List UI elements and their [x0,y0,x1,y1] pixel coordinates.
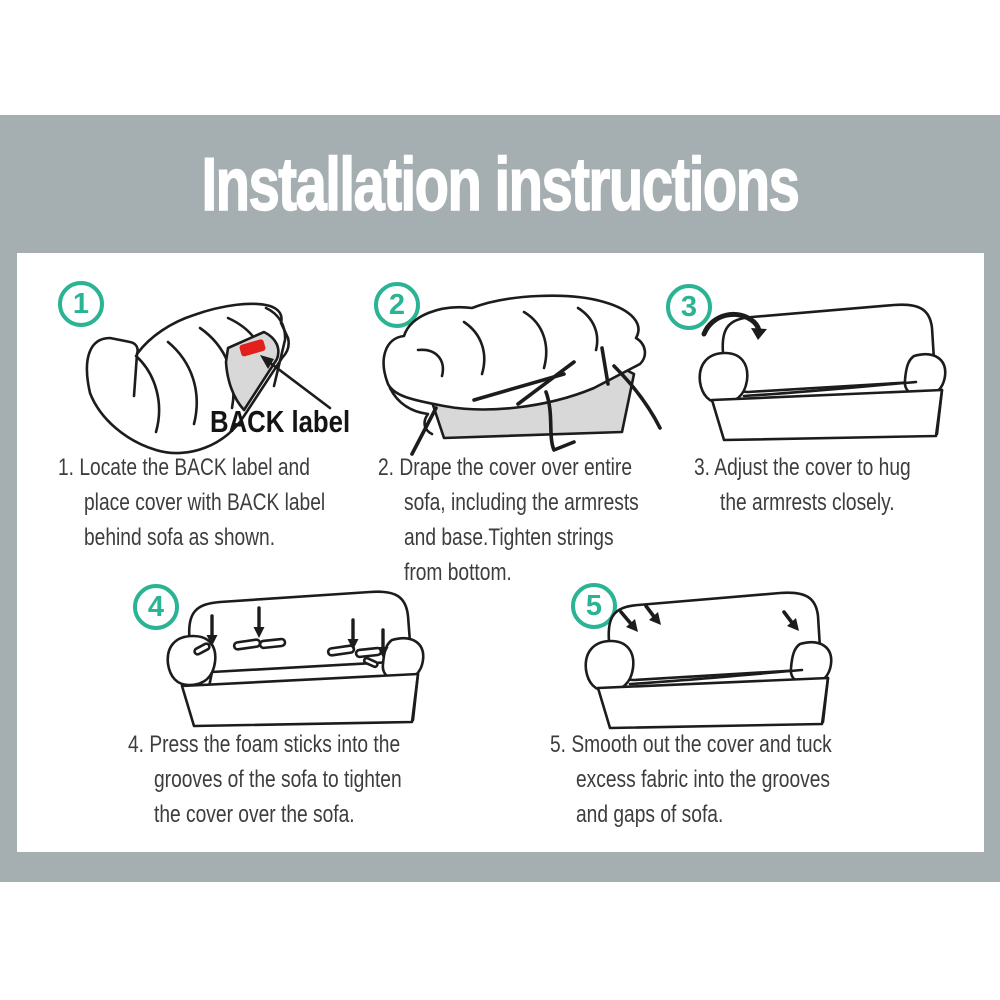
instruction-line: excess fabric into the grooves [576,766,830,793]
step-2-instruction [378,450,697,590]
instruction-line: the cover over the sofa. [154,801,355,828]
step-3-sofa-illustration [688,298,963,446]
step-number: 3 [680,290,698,323]
instruction-line: 2. Drape the cover over entire [378,454,632,481]
instruction-line: place cover with BACK label [84,489,326,516]
instruction-line: grooves of the sofa to tighten [154,766,402,793]
back-label-caption: BACK label [210,404,351,439]
step-5-tuck-fabric-illustration [576,586,846,734]
instruction-line: from bottom. [404,559,512,586]
step-number: 5 [585,589,603,622]
instruction-line: 1. Locate the BACK label and [58,454,310,481]
step-number: 2 [388,288,406,321]
step-2-draped-cover-illustration [378,292,678,467]
back-label-pointer-arrow [260,355,330,408]
header-band [0,115,1000,253]
instruction-line: the armrests closely. [720,489,895,516]
instruction-line: sofa, including the armrests [404,489,639,516]
instruction-line: 5. Smooth out the cover and tuck [550,731,832,758]
step-1-instruction [58,450,385,555]
step-5-instruction [550,727,902,832]
instruction-line: and base.Tighten strings [404,524,614,551]
content-panel [17,253,984,852]
instruction-line: 4. Press the foam sticks into the [128,731,401,758]
page-title: Installation instructions [201,142,799,226]
instruction-line: and gaps of sofa. [576,801,724,828]
instruction-line: 3. Adjust the cover to hug [694,454,911,481]
step-4-instruction [128,727,468,832]
instruction-line: behind sofa as shown. [84,524,276,551]
step-4-foam-sticks-illustration [160,586,450,734]
step-number: 4 [147,590,165,623]
step-3-instruction [694,450,965,520]
step-number: 1 [72,287,90,320]
